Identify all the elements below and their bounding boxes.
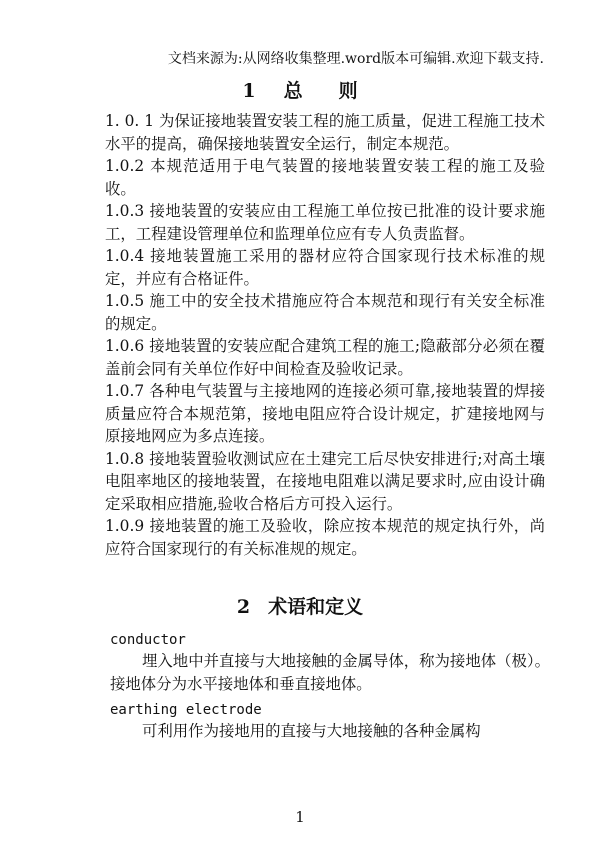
section-2-terms [110,630,550,743]
term-english: earthing electrode [110,702,262,718]
clause-1-0-8: 1.0.8 接地装置验收测试应在土建完工后尽快安排进行;对高土壤电阻率地区的接地装置，在接地电阻难以满足要求时,应由设计确定采取相应措施,验收合格后方可投入运行。 [105,449,545,513]
section-2-number: 2 [236,596,251,618]
section-1-number: 1 [242,80,256,102]
clause-1-0-1: 1. 0. 1 为保证接地装置安装工程的施工质量，促进工程施工技术水平的提高，确保接地装置安全运行，制定本规范。 [105,112,545,153]
clause-1-0-6: 1.0.6 接地装置的安装应配合建筑工程的施工;隐蔽部分必须在覆盖前会同有关单位作好中间检查及验收记录。 [105,337,545,378]
source-note: 文档来源为:从网络收集整理.word版本可编辑.欢迎下载支持. [167,51,544,67]
clause-1-0-3: 1.0.3 接地装置的安装应由工程施工单位按已批准的设计要求施工，工程建设管理单位和监理单位应有专人负责监督。 [105,202,545,243]
term-definition: 可利用作为接地用的直接与大地接触的各种金属构 [142,722,481,740]
page-number: 1 [295,808,305,826]
section-1-clauses [105,110,545,560]
section-1-title-part: 总 [283,80,303,102]
clause-1-0-5: 1.0.5 施工中的安全技术措施应符合本规范和现行有关安全标准的规定。 [105,292,545,333]
term-definition: 埋入地中并直接与大地接触的金属导体，称为接地体（极）。接地体分为水平接地体和垂直接地体。 [110,652,550,693]
section-1-heading [0,76,600,103]
term-english: conductor [110,632,186,648]
clause-1-0-4: 1.0.4 接地装置施工采用的器材应符合国家现行技术标准的规定，并应有合格证件。 [105,247,545,288]
clause-1-0-9: 1.0.9 接地装置的施工及验收，除应按本规范的规定执行外，尚应符合国家现行的有关标准规的规定。 [105,517,545,558]
section-1-title-part: 则 [338,80,358,102]
section-2-title: 术语和定义 [268,596,364,618]
clause-1-0-7: 1.0.7 各种电气装置与主接地网的连接必须可靠,接地装置的焊接质量应符合本规范第，接地电阻应符合设计规定，扩建接地网与原接地网应为多点连接。 [105,382,545,445]
clause-1-0-2: 1.0.2 本规范适用于电气装置的接地装置安装工程的施工及验收。 [105,157,545,198]
section-2-heading [0,592,600,619]
